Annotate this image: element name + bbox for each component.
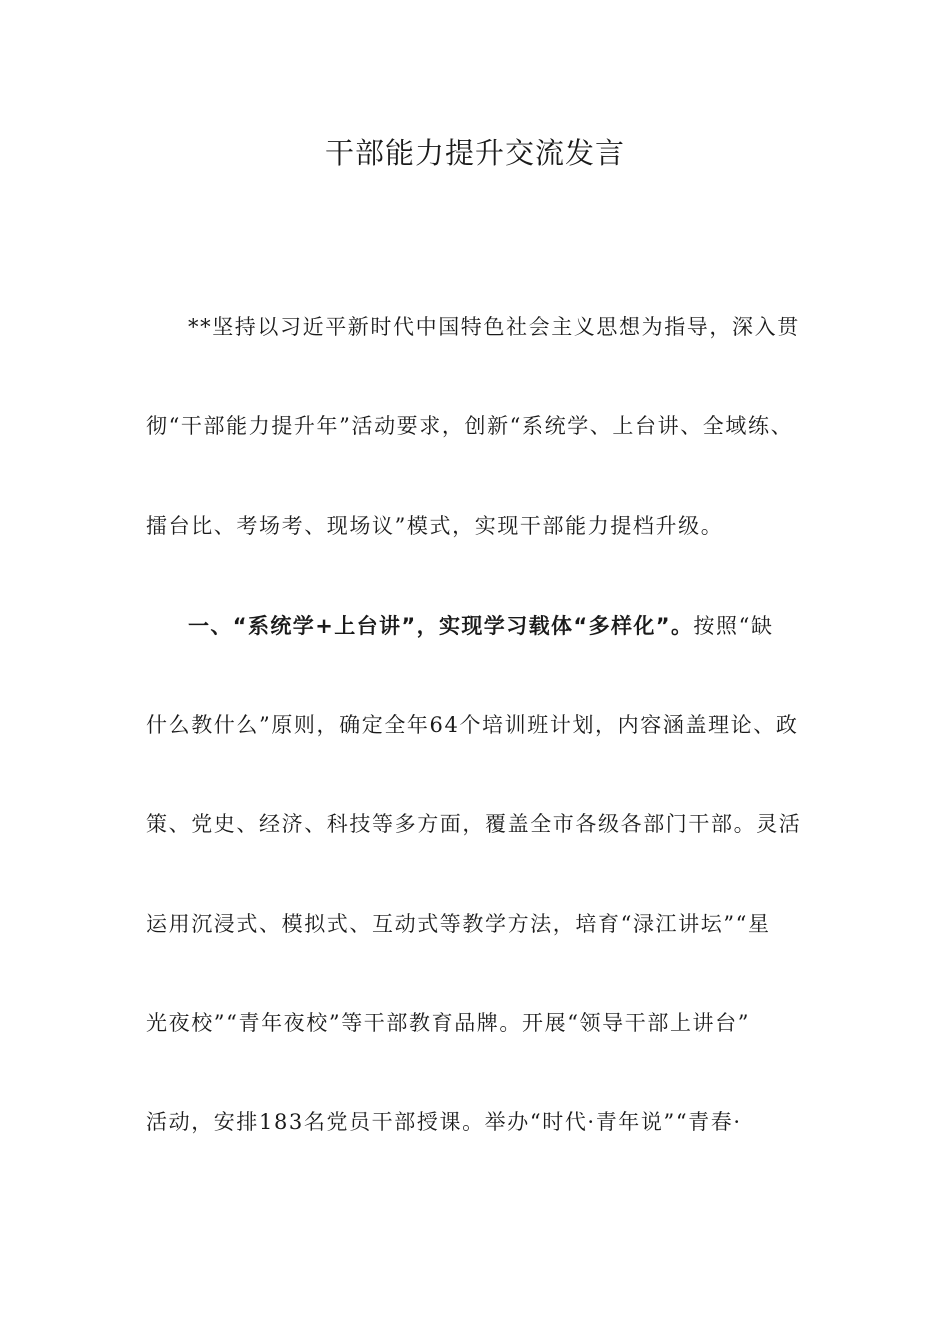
paragraph-line: 擂台比、考场考、现场议”模式，实现干部能力提档升级。: [146, 514, 724, 538]
section-heading: 一、“系统学+上台讲”，实现学习载体“多样化”。: [188, 614, 694, 638]
paragraph-line: 策、党史、经济、科技等多方面，覆盖全市各级各部门干部。灵活: [146, 812, 802, 836]
paragraph-line: 光夜校”“青年夜校”等干部教育品牌。开展“领导干部上讲台”: [146, 1011, 751, 1035]
section-heading-line: [188, 610, 816, 642]
paragraph-line: **坚持以习近平新时代中国特色社会主义思想为指导，深入贯: [188, 315, 800, 339]
section-lead-text: 按照“缺: [693, 614, 774, 638]
paragraph-line: 运用沉浸式、模拟式、互动式等教学方法，培育“渌江讲坛”“星: [146, 912, 771, 936]
document-title: 干部能力提升交流发言: [324, 136, 625, 170]
paragraph-line: 彻“干部能力提升年”活动要求，创新“系统学、上台讲、全域练、: [146, 414, 794, 438]
paragraph-line: 什么教什么”原则，确定全年64个培训班计划，内容涵盖理论、政: [146, 713, 799, 737]
paragraph-line: 活动，安排183名党员干部授课。举办“时代·青年说”“青春·: [146, 1110, 742, 1134]
